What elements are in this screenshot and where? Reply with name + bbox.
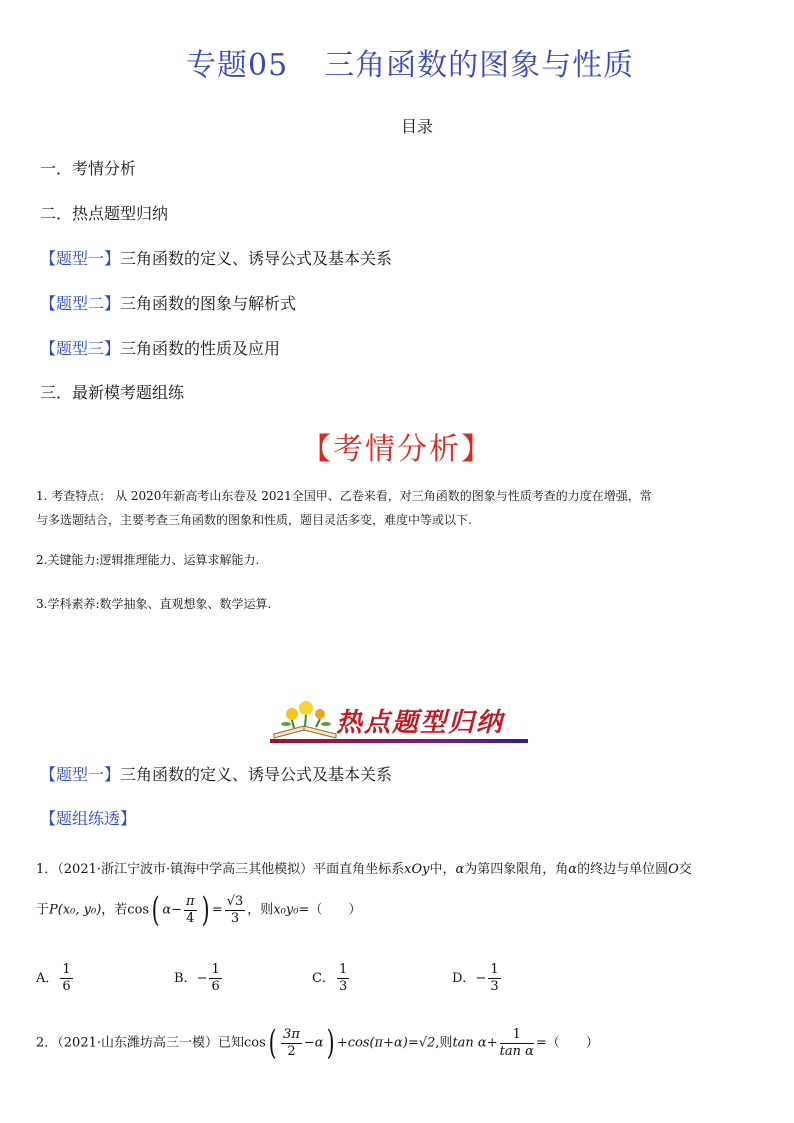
title-main: 三角函数的图象与性质 xyxy=(324,48,635,83)
option-label: B． xyxy=(174,971,197,986)
q2-paren: ) xyxy=(326,1023,335,1063)
frac-den: 3 xyxy=(490,979,499,994)
title-prefix: 专题05 xyxy=(186,48,289,83)
frac-num: 1 xyxy=(62,962,71,977)
q2-math: cos xyxy=(244,1035,266,1051)
q1-text: 为第四象限角，角 xyxy=(464,862,569,877)
q1-option-c[interactable] xyxy=(312,962,351,995)
option-frac xyxy=(337,962,349,995)
q1-text: ，则 xyxy=(247,902,274,918)
q1-math: = xyxy=(211,902,223,918)
q2-frac xyxy=(281,1027,302,1060)
q1-frac xyxy=(184,894,197,927)
q1-math: xOy xyxy=(404,862,430,877)
type1-label: 三角函数的定义、诱导公式及基本关系 xyxy=(120,765,393,784)
book-flowers-icon xyxy=(270,696,340,740)
frac-num: 3π xyxy=(283,1026,300,1042)
q1-frac xyxy=(225,894,246,927)
q1-math: α− xyxy=(162,902,183,918)
toc-item-label: 三角函数的图象与解析式 xyxy=(120,294,297,313)
analysis-heading: 【考情分析】 xyxy=(301,432,493,467)
frac-num: √3 xyxy=(226,893,244,909)
q1-blank: =（ ） xyxy=(298,902,362,918)
analysis-line: 与多选题结合，主要考查三角函数的图象和性质，题目灵活多变，难度中等或以下. xyxy=(36,513,472,527)
analysis-line: 1. 考查特点： 从 2020年新高考山东卷及 2021全国甲、乙卷来看，对三角函数的图象与性质考查的力度在增强，常 xyxy=(36,489,652,503)
q1-math: P xyxy=(49,902,58,918)
frac-den: 3 xyxy=(230,910,240,926)
q2-frac xyxy=(500,1027,534,1060)
toc-item-label: 三角函数的性质及应用 xyxy=(120,339,281,358)
q1-source: 1．（2021·浙江宁波市·镇海中学高三其他模拟）平面直角坐标系 xyxy=(36,862,405,877)
option-frac xyxy=(488,962,500,995)
frac-den: 3 xyxy=(338,979,348,994)
q2-math: −α xyxy=(303,1035,324,1051)
q2-math: tan α+ xyxy=(452,1035,498,1051)
q2-text: ,则 xyxy=(435,1035,453,1051)
q1-text: 交 xyxy=(678,862,692,877)
q1-text: 中， xyxy=(429,862,456,877)
frac-den: 6 xyxy=(211,979,220,994)
q1-text: ，若 xyxy=(101,902,128,918)
q2-paren: ( xyxy=(268,1023,277,1063)
toc-item-3[interactable] xyxy=(40,246,392,269)
toc-item-label: 一．考情分析 xyxy=(40,159,137,178)
analysis-paragraph-3: 3.学科素养:数学抽象、直观想象、数学运算. xyxy=(36,597,272,611)
q1-option-b[interactable] xyxy=(174,962,224,995)
toc-item-label: 三角函数的定义、诱导公式及基本关系 xyxy=(120,249,393,268)
frac-den: 6 xyxy=(62,979,71,994)
frac-num: 1 xyxy=(500,1027,534,1044)
question-1-line-2 xyxy=(36,890,362,930)
banner-title: 热点题型归纳 xyxy=(336,708,505,738)
q1-paren: ) xyxy=(201,890,210,930)
q1-math: O xyxy=(668,862,679,877)
banner-underline xyxy=(270,739,528,743)
q2-math: +cos(π+α)=√2 xyxy=(336,1035,436,1051)
type1-heading xyxy=(40,762,392,785)
frac-den: 2 xyxy=(287,1043,296,1059)
toc-item-5[interactable] xyxy=(40,336,280,359)
type1-bracket: 【题型一】 xyxy=(40,765,121,784)
analysis-paragraph-1 xyxy=(36,484,762,532)
q1-text: 于 xyxy=(36,902,50,918)
question-2 xyxy=(36,1023,599,1063)
q1-math: α xyxy=(568,862,578,877)
frac-num: π xyxy=(186,893,195,909)
option-label: C． xyxy=(312,971,335,986)
toc-item-2[interactable] xyxy=(40,201,168,224)
toc-item-1[interactable] xyxy=(40,156,136,179)
frac-num: 1 xyxy=(490,962,499,977)
practice-label: 【题组练透】 xyxy=(40,809,137,828)
q2-blank: =（ ） xyxy=(535,1035,599,1051)
option-label: D． xyxy=(452,971,476,986)
q1-option-a[interactable] xyxy=(36,962,75,995)
q1-math: x₀y₀ xyxy=(273,902,299,918)
toc-item-label: 二．热点题型归纳 xyxy=(40,204,169,223)
q1-text: 的终边与单位圆 xyxy=(577,862,669,877)
frac-den: 4 xyxy=(186,910,195,926)
option-frac xyxy=(60,962,72,995)
q2-source: 2．（2021·山东潍坊高三一模）已知 xyxy=(36,1035,244,1051)
option-sign: − xyxy=(196,971,208,986)
page-title xyxy=(186,40,634,84)
q1-option-d[interactable] xyxy=(452,962,503,995)
question-1-line-1 xyxy=(36,858,692,877)
toc-item-bracket: 【题型一】 xyxy=(40,249,121,268)
frac-num: 1 xyxy=(211,962,220,977)
toc-item-6[interactable] xyxy=(40,380,184,403)
q1-paren: ( xyxy=(151,890,160,930)
toc-item-4[interactable] xyxy=(40,291,296,314)
q1-math: α xyxy=(455,862,465,877)
option-label: A． xyxy=(36,971,59,986)
option-sign: − xyxy=(475,971,487,986)
frac-den: tan α xyxy=(499,1043,534,1059)
q1-math: (x₀, y₀) xyxy=(57,902,102,918)
toc-item-bracket: 【题型二】 xyxy=(40,294,121,313)
toc-item-label: 三．最新模考题组练 xyxy=(40,383,185,402)
option-frac xyxy=(209,962,221,995)
toc-heading: 目录 xyxy=(400,117,433,136)
analysis-paragraph-2: 2.关键能力:逻辑推理能力、运算求解能力. xyxy=(36,553,260,567)
q1-math: cos xyxy=(127,902,150,918)
frac-num: 1 xyxy=(338,962,348,977)
toc-item-bracket: 【题型三】 xyxy=(40,339,121,358)
